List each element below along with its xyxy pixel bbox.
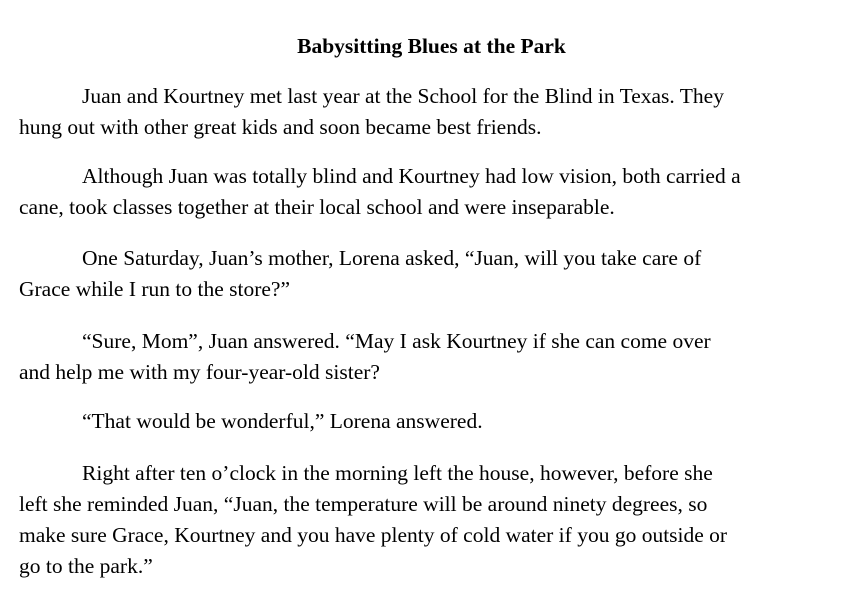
paragraph-3 <box>19 243 844 305</box>
paragraph-line: Juan and Kourtney met last year at the School for the Blind in Texas. They <box>82 84 724 108</box>
paragraph-2 <box>19 161 844 223</box>
paragraph-line: One Saturday, Juan’s mother, Lorena asked, “Juan, will you take care of <box>82 246 702 270</box>
paragraph-line: hung out with other great kids and soon became best friends. <box>19 115 542 139</box>
paragraph-line: make sure Grace, Kourtney and you have plenty of cold water if you go outside or <box>19 523 728 547</box>
paragraph-line: left she reminded Juan, “Juan, the temperature will be around ninety degrees, so <box>19 492 708 516</box>
document-title: Babysitting Blues at the Park <box>297 34 566 58</box>
paragraph-line: go to the park.” <box>19 554 153 578</box>
paragraph-line: Grace while I run to the store?” <box>19 277 291 301</box>
paragraph-line: cane, took classes together at their local school and were inseparable. <box>19 195 615 219</box>
paragraph-line: Right after ten o’clock in the morning left the house, however, before she <box>82 461 713 485</box>
paragraph-line: “Sure, Mom”, Juan answered. “May I ask Kourtney if she can come over <box>82 329 711 353</box>
paragraph-1 <box>19 81 844 143</box>
paragraph-4 <box>19 326 844 388</box>
paragraph-line: “That would be wonderful,” Lorena answered. <box>82 409 483 433</box>
paragraph-5 <box>19 406 844 437</box>
paragraph-line: and help me with my four-year-old sister? <box>19 360 380 384</box>
paragraph-6 <box>19 458 844 582</box>
paragraph-line: Although Juan was totally blind and Kourtney had low vision, both carried a <box>82 164 741 188</box>
